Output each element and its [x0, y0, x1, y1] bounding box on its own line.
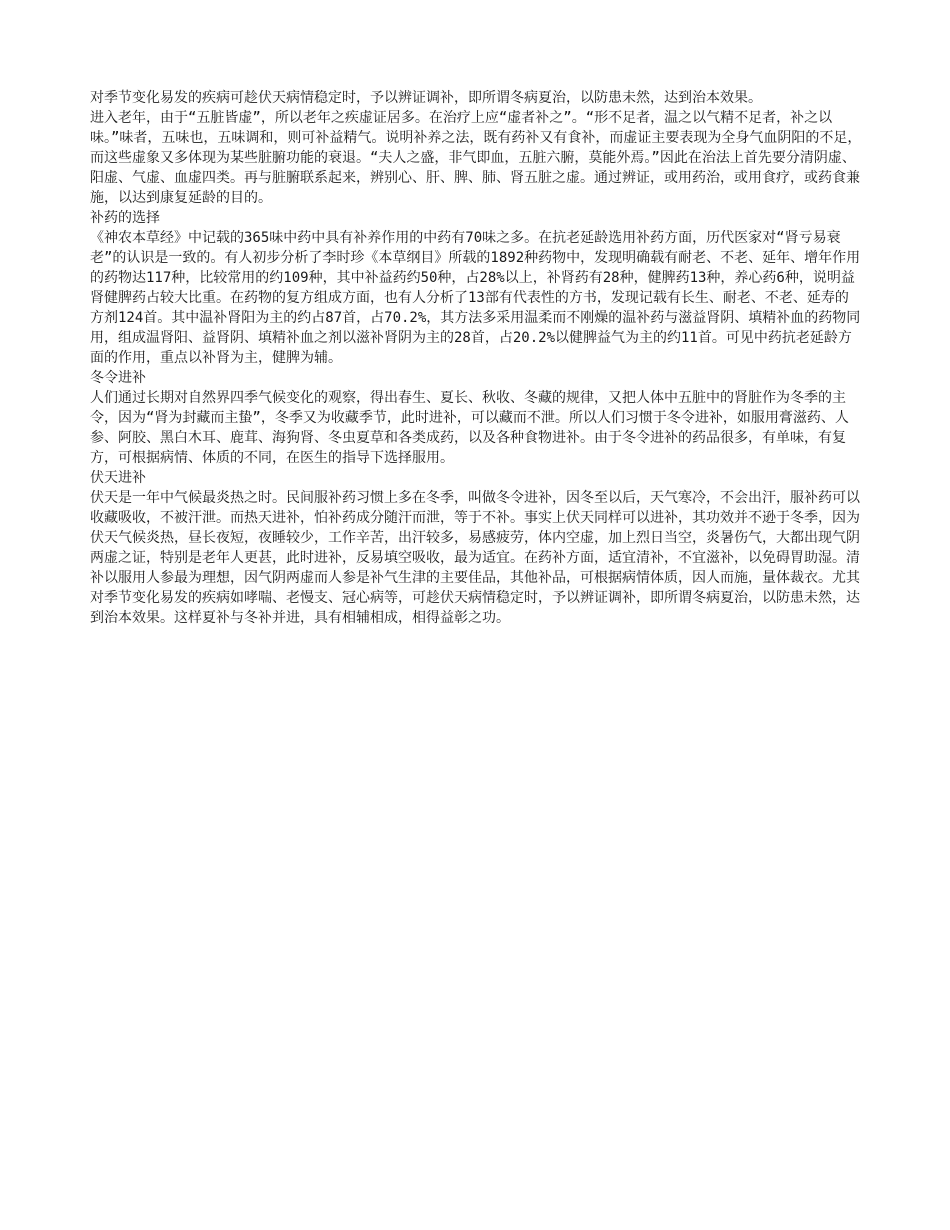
section-heading-summer-tonic: 伏天进补	[90, 470, 146, 486]
elderly-deficiency-paragraph: 进入老年，由于“五脏皆虚”，所以老年之疾虚证居多。在治疗上应“虚者补之”。“形不足者，温之以气精不足者，补之以味。”味者，五味也，五味调和，则可补益精气。说明补养之法，既有药补又有食补，而虚证主要表现为全身气血阴阳的不足，而这些虚象又多体现为某些脏腑功能的衰退。“夫人之盛，非气即血，五脏六腑，莫能外焉。”因此在治法上首先要分清阴虚、阳虚、气虚、血虚四类。再与脏腑联系起来，辨别心、肝、脾、肺、肾五脏之虚。通过辨证，或用药治，或用食疗，或药食兼施，以达到康复延龄的目的。	[90, 110, 862, 206]
document-page	[90, 88, 862, 628]
winter-tonic-paragraph: 人们通过长期对自然界四季气候变化的观察，得出春生、夏长、秋收、冬藏的规律，又把人体中五脏中的肾脏作为冬季的主令，因为“肾为封藏而主蛰”，冬季又为收藏季节，此时进补，可以藏而不泄。所以人们习惯于冬令进补，如服用膏滋药、人参、阿胶、黑白木耳、鹿茸、海狗肾、冬虫夏草和各类成药，以及各种食物进补。由于冬令进补的药品很多，有单味，有复方，可根据病情、体质的不同，在医生的指导下选择服用。	[90, 390, 849, 466]
summer-tonic-paragraph: 伏天是一年中气候最炎热之时。民间服补药习惯上多在冬季，叫做冬令进补，因冬至以后，天气寒冷，不会出汗，服补药可以收藏吸收，不被汗泄。而热天进补，怕补药成分随汗而泄，等于不补。事实上伏天同样可以进补，其功效并不逊于冬季，因为伏天气候炎热，昼长夜短，夜睡较少，工作辛苦，出汗较多，易感疲劳，体内空虚，加上烈日当空，炎暑伤气，大都出现气阴两虚之证，特别是老年人更甚，此时进补，反易填空吸收，最为适宜。在药补方面，适宜清补，不宜滋补，以免碍胃助湿。清补以服用人参最为理想，因气阴两虚而人参是补气生津的主要佳品，其他补品，可根据病情体质，因人而施，量体裁衣。尤其对季节变化易发的疾病如哮喘、老慢支、冠心病等，可趁伏天病情稳定时，予以辨证调补，即所谓冬病夏治，以防患未然，达到治本效果。这样夏补与冬补并进，具有相辅相成，相得益彰之功。	[90, 490, 860, 626]
tonic-selection-paragraph: 《神农本草经》中记载的365味中药中具有补养作用的中药有70味之多。在抗老延龄选用补药方面，历代医家对“肾亏易衰老”的认识是一致的。有人初步分析了李时珍《本草纲目》所载的1892种药物中，发现明确载有耐老、不老、延年、增年作用的药物达117种，比较常用的约109种，其中补益药约50种，占28%以上，补肾药有28种，健脾药13种，养心药6种，说明益肾健脾药占较大比重。在药物的复方组成方面，也有人分析了13部有代表性的方书，发现记载有长生、耐老、不老、延寿的方剂124首。其中温补肾阳为主的约占87首，占70.2%，其方法多采用温柔而不刚燥的温补药与滋益肾阴、填精补血的药物同用，组成温肾阳、益肾阴、填精补血之剂以滋补肾阴为主的28首，占20.2%以健脾益气为主的约11首。可见中药抗老延龄方面的作用，重点以补肾为主，健脾为辅。	[90, 230, 861, 366]
intro-continuation-paragraph: 对季节变化易发的疾病可趁伏天病情稳定时，予以辨证调补，即所谓冬病夏治，以防患未然，达到治本效果。	[90, 90, 762, 106]
section-heading-tonic-selection: 补药的选择	[90, 210, 160, 226]
section-heading-winter-tonic: 冬令进补	[90, 370, 146, 386]
